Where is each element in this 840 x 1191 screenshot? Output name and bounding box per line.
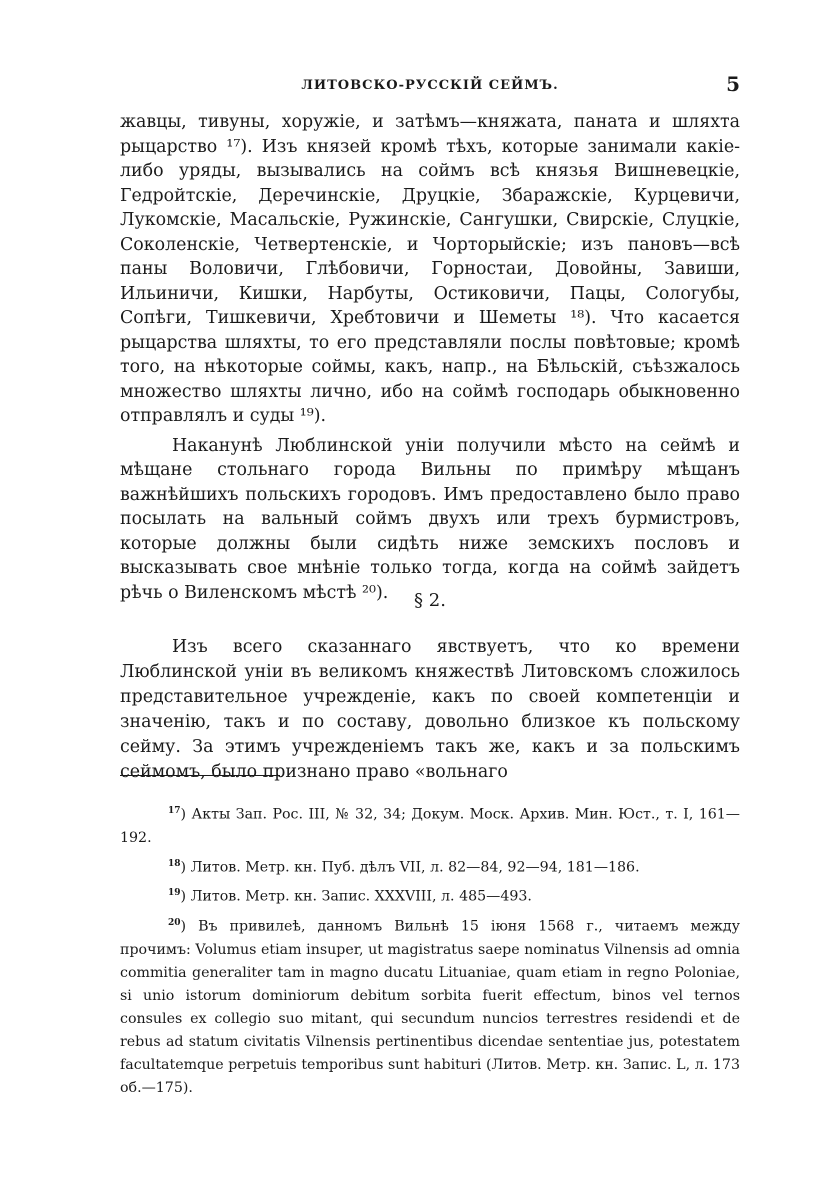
footnotes xyxy=(120,800,740,1103)
footnote-18 xyxy=(120,853,740,880)
footnote-text: ) Акты Зап. Рос. III, № 32, 34; Докум. Моск. Архив. Мин. Юст., т. I, 161—192. xyxy=(120,806,740,846)
footnote-19 xyxy=(120,882,740,909)
footnote-20 xyxy=(120,912,740,1100)
footnote-text: ) Литов. Метр. кн. Запис. XXXVIII, л. 485—493. xyxy=(180,889,532,906)
paragraph-continued: жавцы, тивуны, хоружіе, и затѣмъ—княжата, паната и шляхта рыцарство ¹⁷). Изъ князей кромѣ тѣхъ, которые занимали какіе-либо уряды, вызывались на соймъ всѣ князья Вишневецкіе, Гедройтскіе, Деречинскіе, Друцкіе, Збаражскіе, Курцевичи, Лукомскіе, Масальскіе, Ружинскіе, Сангушки, Свирскіе, Слуцкіе, Соколенскіе, Четвертенскіе, и Чорторыйскіе; изъ пановъ—всѣ паны Воловичи, Глѣбовичи, Горностаи, Довойны, Завиши, Ильиничи, Кишки, Нарбуты, Остиковичи, Пацы, Сологубы, Сопѣги, Тишкевичи, Хребтовичи и Шеметы ¹⁸). Что касается рыцарства шляхты, то его представляли послы повѣтовые; кромѣ того, на нѣкоторые соймы, какъ, напр., на Бѣльскій, съѣзжалось множество шляхты лично, ибо на соймѣ господарь обыкновенно отправлялъ и суды ¹⁹). xyxy=(120,112,740,426)
running-title: ЛИТОВСКО-РУССКІЙ СЕЙМЪ. xyxy=(301,78,559,93)
footnote-mark: 18 xyxy=(168,858,181,869)
footnote-text: ) Литов. Метр. кн. Пуб. дѣлъ VII, л. 82—84, 92—94, 181—186. xyxy=(180,859,640,876)
footnote-mark: 20 xyxy=(168,918,181,929)
page-number: 5 xyxy=(726,72,740,96)
main-text xyxy=(120,110,740,605)
footnote-divider xyxy=(120,775,280,776)
running-head xyxy=(120,72,740,102)
footnote-17 xyxy=(120,800,740,850)
footnote-mark: 17 xyxy=(168,806,181,816)
paragraph-lublin-union: Наканунѣ Люблинской уніи получили мѣсто на сеймѣ и мѣщане стольнаго города Вильны по примѣру мѣщанъ важнѣйшихъ польскихъ городовъ. Имъ предоставлено было право посылать на вальный соймъ двухъ или трехъ бурмистровъ, которые должны были сидѣть ниже земскихъ пословъ и высказывать свое мнѣніе только тогда, когда на соймѣ зайдетъ рѣчь о Виленскомъ мѣстѣ ²⁰). xyxy=(120,435,740,603)
paragraph-section-2: Изъ всего сказаннаго явствуетъ, что ко времени Люблинской уніи въ великомъ княжествѣ Литовскомъ сложилось представительное учрежденіе, какъ по своей компетенціи и значенію, такъ и по составу, довольно близкое къ польскому сейму. За этимъ учрежденіемъ такъ же, какъ и за польскимъ сеймомъ, было признано право «вольнаго xyxy=(120,637,740,782)
section-heading: § 2. xyxy=(414,590,446,611)
section-text xyxy=(120,635,740,785)
footnote-text: ) Въ привилеѣ, данномъ Вильнѣ 15 іюня 1568 г., читаемъ между прочимъ: Volumus etiam insuper, ut magistratus saepe nominatus Vilnensis ad omnia commitia generaliter tam in magno ducatu Lituaniae, quam etiam in regno Poloniae, si unio istorum dominiorum debitum sorbita fuerit effectum, binos vel ternos consules ex collegio suo mitant, qui secundum nuncios terrestres residendi et de rebus ad statum civitatis Vilnensis pertinentibus dicendae sententiae jus, potestatem facultatemque perpetuis temporibus sunt habituri (Литов. Метр. кн. Запис. L, л. 173 об.—175). xyxy=(120,918,740,1096)
footnote-mark: 19 xyxy=(168,888,181,899)
